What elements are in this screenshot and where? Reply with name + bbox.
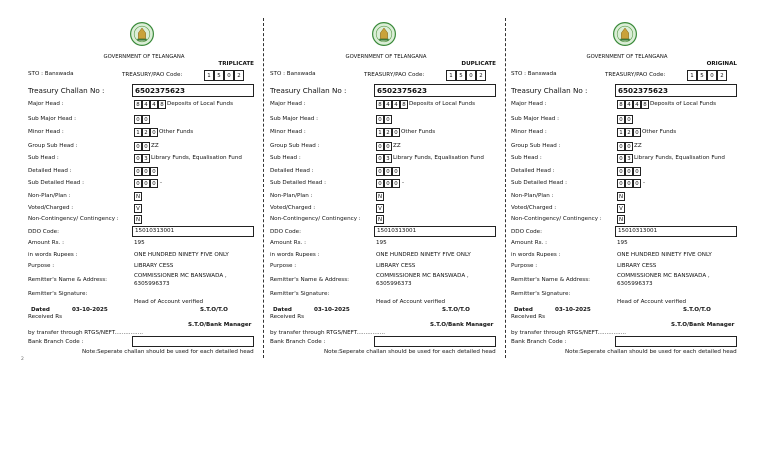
group-sub-head-text: ZZ [393,143,401,149]
non-contingency-label: Non-Contingency/ Contingency : [28,216,119,222]
sub-head-label: Sub Head : [511,155,542,161]
sto-label: STO : Banswada [511,71,557,77]
date-value: 03-10-2025 [314,307,350,313]
minor-head-text: Other Funds [401,129,436,135]
copy-type: ORIGINAL [706,61,737,67]
sto-to: S.T.O/T.O [442,307,470,313]
sub-detailed-head-digit: 0 [617,179,625,188]
detailed-head-digit: 0 [134,167,142,176]
treasury-challan-no-label: Treasury Challan No : [270,86,347,95]
remitter-name: COMMISSIONER MC BANSWADA , [134,273,227,279]
dated-label: Dated [31,307,50,313]
group-sub-head-digit: 0 [134,142,142,151]
minor-head-digit: 0 [633,128,641,137]
amount-label: Amount Rs. : [28,240,65,246]
challan-no: 6502375623 [135,86,186,95]
sub-head-digit: 3 [384,154,392,163]
pao-code-digit: 2 [476,70,486,81]
minor-head-digit: 1 [134,128,142,137]
minor-head-label: Minor Head : [270,129,306,135]
copy-type: DUPLICATE [461,61,496,67]
major-head-digit: 4 [625,100,633,109]
amount-words: ONE HUNDRED NINETY FIVE ONLY [134,252,229,258]
head-verified: Head of Account verified [617,299,687,305]
pao-code-digit: 1 [687,70,697,81]
sub-head-text: Library Funds, Equalisation Fund [151,155,242,161]
sub-major-head-digit: 0 [134,115,142,124]
sub-detailed-head-digit: 0 [384,179,392,188]
sub-detailed-head-label: Sub Detailed Head : [28,180,84,186]
major-head-digit: 8 [617,100,625,109]
remitter-name-label: Remitter's Name & Address: [511,277,591,283]
detailed-head-digit: 0 [376,167,384,176]
ddo-code: 15010313001 [377,228,417,234]
minor-head-digit: 2 [625,128,633,137]
challan-duplicate [268,0,504,360]
sub-major-head-label: Sub Major Head : [28,116,77,122]
received-rs-label: Received Rs [270,314,305,320]
received-rs-label: Received Rs [511,314,546,320]
date-value: 03-10-2025 [555,307,591,313]
cut-line [505,18,506,358]
sub-detailed-head-digit: 0 [392,179,400,188]
sub-detailed-head-digit: 0 [625,179,633,188]
treasury-pao-code-label: TREASURY/PAO Code: [605,72,666,78]
detailed-head-label: Detailed Head : [270,168,314,174]
sub-head-digit: 3 [142,154,150,163]
head-verified: Head of Account verified [376,299,446,305]
challan-no: 6502375623 [377,86,428,95]
major-head-text: Deposits of Local Funds [409,101,475,107]
sto-label: STO : Banswada [270,71,316,77]
major-head-digit: 4 [633,100,641,109]
detailed-head-digit: 0 [633,167,641,176]
amount-label: Amount Rs. : [270,240,307,246]
bank-branch-code-label: Bank Branch Code : [511,339,567,345]
non-plan-value: N [135,194,141,200]
government-title: GOVERNMENT OF TELANGANA [345,54,427,60]
pao-code-digit: 0 [707,70,717,81]
sub-major-head-digit: 0 [376,115,384,124]
sto-label: STO : Banswada [28,71,74,77]
pao-code-digit: 5 [697,70,707,81]
challan-original [509,0,745,360]
remitter-name-label: Remitter's Name & Address: [28,277,108,283]
by-transfer-label: by transfer through RTGS/NEFT................ [511,330,626,336]
detailed-head-digit: 0 [617,167,625,176]
major-head-digit: 8 [158,100,166,109]
remitter-name-label: Remitter's Name & Address: [270,277,350,283]
sto-to: S.T.O/T.O [200,307,228,313]
sub-detailed-head-text: - [160,180,163,186]
treasury-challan-no-label: Treasury Challan No : [28,86,105,95]
minor-head-label: Minor Head : [511,129,547,135]
ddo-code: 15010313001 [135,228,175,234]
page-number: 2 [21,357,24,362]
pao-code-digit: 1 [204,70,214,81]
minor-head-digit: 2 [142,128,150,137]
minor-head-digit: 1 [376,128,384,137]
pao-code-digit: 1 [446,70,456,81]
detailed-head-digit: 0 [625,167,633,176]
major-head-digit: 4 [392,100,400,109]
note-text: Note:Seperate challan should be used for each detailed head [324,349,496,355]
government-title: GOVERNMENT OF TELANGANA [103,54,185,60]
in-words-label: in words Rupees : [270,252,320,258]
sub-detailed-head-text: - [402,180,405,186]
sub-detailed-head-text: - [643,180,646,186]
group-sub-head-label: Group Sub Head : [270,143,320,149]
pao-code-digit: 2 [234,70,244,81]
group-sub-head-digit: 0 [617,142,625,151]
sub-head-text: Library Funds, Equalisation Fund [634,155,725,161]
major-head-label: Major Head : [511,101,547,107]
sub-head-digit: 0 [617,154,625,163]
ddo-code-label: DDO Code: [28,229,60,235]
sto-bank-manager: S.T.O/Bank Manager [188,322,252,328]
major-head-digit: 8 [134,100,142,109]
remitter-name: COMMISSIONER MC BANSWADA , [617,273,710,279]
purpose-label: Purpose : [28,263,55,269]
voted-charged-label: Voted/Charged : [270,205,316,211]
group-sub-head-digit: 0 [625,142,633,151]
bank-branch-code-box[interactable] [374,336,496,347]
pao-code-digit: 0 [466,70,476,81]
voted-charged-value: V [134,204,142,213]
minor-head-digit: 2 [384,128,392,137]
group-sub-head-digit: 0 [384,142,392,151]
bank-branch-code-label: Bank Branch Code : [28,339,84,345]
sto-to: S.T.O/T.O [683,307,711,313]
sub-detailed-head-digit: 0 [150,179,158,188]
bank-branch-code-box[interactable] [615,336,737,347]
purpose-value: LIBRARY CESS [134,263,174,269]
bank-branch-code-label: Bank Branch Code : [270,339,326,345]
sto-bank-manager: S.T.O/Bank Manager [430,322,494,328]
remitter-name: COMMISSIONER MC BANSWADA , [376,273,469,279]
treasury-pao-code-label: TREASURY/PAO Code: [364,72,425,78]
detailed-head-digit: 0 [142,167,150,176]
remitter-phone: 6305996373 [376,281,412,287]
major-head-label: Major Head : [28,101,64,107]
non-plan-value: N [618,194,624,200]
voted-charged-value: V [617,204,625,213]
in-words-label: in words Rupees : [511,252,561,258]
amount-value: 195 [376,240,387,246]
minor-head-digit: 1 [617,128,625,137]
detailed-head-digit: 0 [392,167,400,176]
sub-major-head-digit: 0 [384,115,392,124]
minor-head-text: Other Funds [642,129,677,135]
purpose-value: LIBRARY CESS [376,263,416,269]
major-head-label: Major Head : [270,101,306,107]
treasury-challan-no-label: Treasury Challan No : [511,86,588,95]
non-contingency-value: N [377,217,383,223]
minor-head-label: Minor Head : [28,129,64,135]
non-contingency-value: N [618,217,624,223]
remitter-phone: 6305996373 [134,281,170,287]
minor-head-digit: 0 [150,128,158,137]
by-transfer-label: by transfer through RTGS/NEFT................ [270,330,385,336]
amount-label: Amount Rs. : [511,240,548,246]
purpose-value: LIBRARY CESS [617,263,657,269]
sub-major-head-digit: 0 [142,115,150,124]
major-head-text: Deposits of Local Funds [167,101,233,107]
government-title: GOVERNMENT OF TELANGANA [586,54,668,60]
pao-code-digit: 5 [214,70,224,81]
received-rs-label: Received Rs [28,314,63,320]
head-verified: Head of Account verified [134,299,204,305]
sub-head-digit: 0 [376,154,384,163]
detailed-head-label: Detailed Head : [28,168,72,174]
purpose-label: Purpose : [270,263,297,269]
non-contingency-value: N [135,217,141,223]
minor-head-digit: 0 [392,128,400,137]
sto-bank-manager: S.T.O/Bank Manager [671,322,735,328]
bank-branch-code-box[interactable] [132,336,254,347]
major-head-digit: 8 [376,100,384,109]
group-sub-head-digit: 0 [142,142,150,151]
amount-words: ONE HUNDRED NINETY FIVE ONLY [617,252,712,258]
date-value: 03-10-2025 [72,307,108,313]
sub-major-head-digit: 0 [617,115,625,124]
sub-major-head-label: Sub Major Head : [270,116,319,122]
non-plan-label: Non-Plan/Plan : [511,193,554,199]
amount-value: 195 [617,240,628,246]
remitter-phone: 6305996373 [617,281,653,287]
sub-head-digit: 0 [134,154,142,163]
minor-head-text: Other Funds [159,129,194,135]
sub-major-head-digit: 0 [625,115,633,124]
sub-detailed-head-digit: 0 [633,179,641,188]
sub-detailed-head-digit: 0 [142,179,150,188]
amount-value: 195 [134,240,145,246]
in-words-label: in words Rupees : [28,252,78,258]
non-plan-label: Non-Plan/Plan : [270,193,313,199]
note-text: Note:Seperate challan should be used for each detailed head [565,349,737,355]
cut-line [263,18,264,358]
challan-triplicate [26,0,262,360]
treasury-pao-code-label: TREASURY/PAO Code: [122,72,183,78]
ddo-code-label: DDO Code: [270,229,302,235]
ddo-code-label: DDO Code: [511,229,543,235]
telangana-emblem-icon [372,22,396,46]
major-head-digit: 4 [150,100,158,109]
sub-head-label: Sub Head : [270,155,301,161]
dated-label: Dated [514,307,533,313]
remitter-signature-label: Remitter's Signature: [270,291,330,297]
non-contingency-label: Non-Contingency/ Contingency : [511,216,602,222]
major-head-digit: 4 [384,100,392,109]
sub-detailed-head-label: Sub Detailed Head : [511,180,567,186]
pao-code-digit: 2 [717,70,727,81]
voted-charged-label: Voted/Charged : [28,205,74,211]
sub-detailed-head-digit: 0 [134,179,142,188]
remitter-signature-label: Remitter's Signature: [511,291,571,297]
sub-head-digit: 3 [625,154,633,163]
major-head-text: Deposits of Local Funds [650,101,716,107]
group-sub-head-text: ZZ [634,143,642,149]
pao-code-digit: 0 [224,70,234,81]
telangana-emblem-icon [613,22,637,46]
voted-charged-value: V [376,204,384,213]
ddo-code: 15010313001 [618,228,658,234]
copy-type: TRIPLICATE [218,61,254,67]
detailed-head-digit: 0 [150,167,158,176]
by-transfer-label: by transfer through RTGS/NEFT................ [28,330,143,336]
non-plan-value: N [377,194,383,200]
non-plan-label: Non-Plan/Plan : [28,193,71,199]
sub-head-text: Library Funds, Equalisation Fund [393,155,484,161]
dated-label: Dated [273,307,292,313]
non-contingency-label: Non-Contingency/ Contingency : [270,216,361,222]
group-sub-head-digit: 0 [376,142,384,151]
pao-code-digit: 5 [456,70,466,81]
sub-detailed-head-label: Sub Detailed Head : [270,180,326,186]
sub-head-label: Sub Head : [28,155,59,161]
challan-no: 6502375623 [618,86,669,95]
major-head-digit: 8 [641,100,649,109]
voted-charged-label: Voted/Charged : [511,205,557,211]
purpose-label: Purpose : [511,263,538,269]
sub-detailed-head-digit: 0 [376,179,384,188]
telangana-emblem-icon [130,22,154,46]
major-head-digit: 8 [400,100,408,109]
group-sub-head-label: Group Sub Head : [511,143,561,149]
amount-words: ONE HUNDRED NINETY FIVE ONLY [376,252,471,258]
group-sub-head-text: ZZ [151,143,159,149]
note-text: Note:Seperate challan should be used for each detailed head [82,349,254,355]
remitter-signature-label: Remitter's Signature: [28,291,88,297]
major-head-digit: 4 [142,100,150,109]
group-sub-head-label: Group Sub Head : [28,143,78,149]
sub-major-head-label: Sub Major Head : [511,116,560,122]
detailed-head-digit: 0 [384,167,392,176]
detailed-head-label: Detailed Head : [511,168,555,174]
